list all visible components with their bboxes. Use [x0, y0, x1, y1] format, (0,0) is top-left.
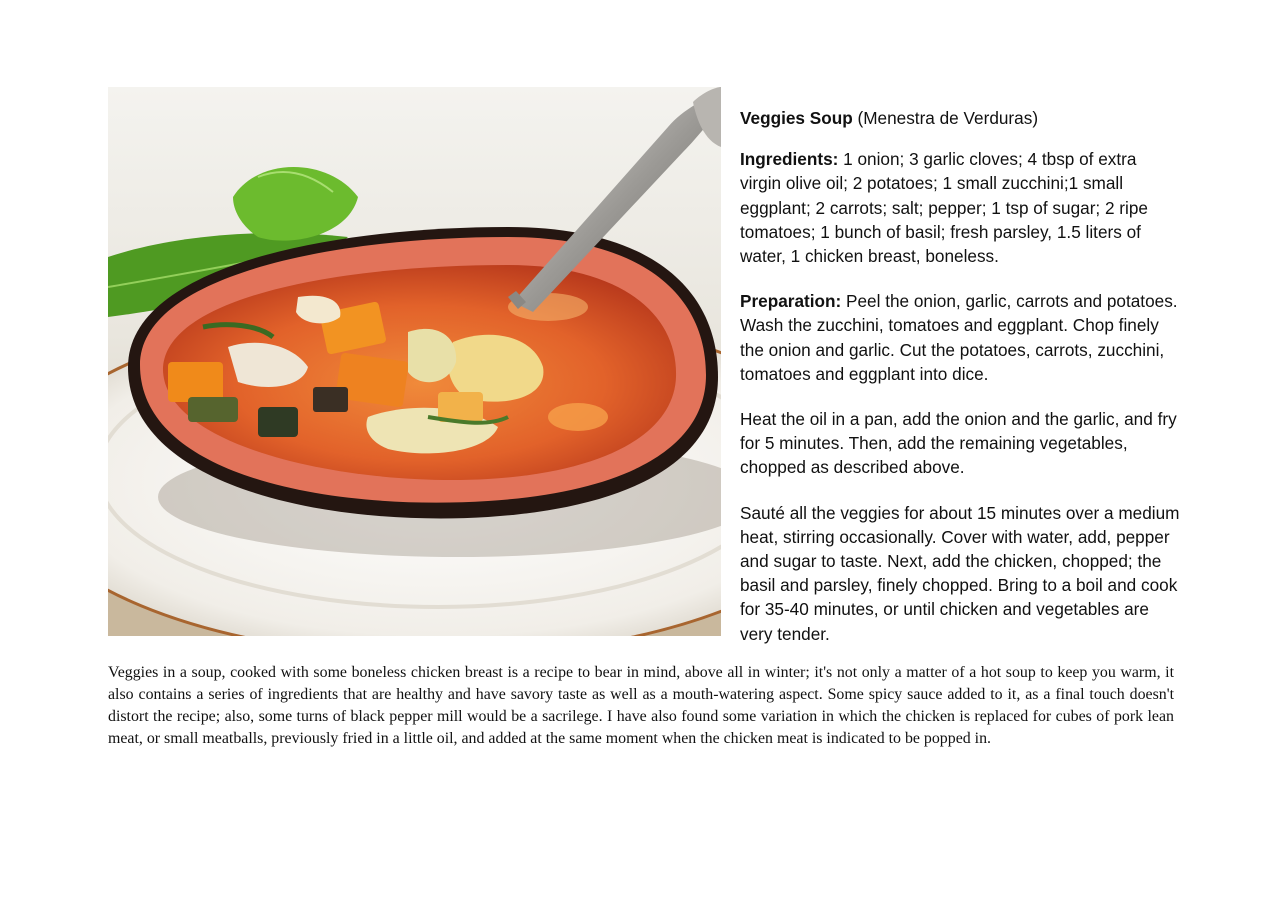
recipe-subtitle: (Menestra de Verduras) [857, 108, 1039, 128]
preparation-step-3: Sauté all the veggies for about 15 minutes over a medium heat, stirring occasionally. Cover with water, add, pepper and sugar to taste. Next, add the chicken, chopped; the basil and parsley, finely chopped. Bring to a boil and cook for 35-40 minutes, or until chicken and vegetables are very tender. [740, 502, 1180, 644]
preparation-text: Peel the onion, garlic, carrots and potatoes. Wash the zucchini, tomatoes and eggplant. Chop finely the onion and garlic. Cut the potatoes, carrots, zucchini, tomatoes and eggplant into dice. [740, 291, 1178, 384]
ingredients-paragraph [740, 147, 1180, 268]
ingredients-text: 1 onion; 3 garlic cloves; 4 tbsp of extra virgin olive oil; 2 potatoes; 1 small zucchini;1 small eggplant; 2 carrots; salt; pepper; 1 tsp of sugar; 2 ripe tomatoes; 1 bunch of basil; fresh parsley, 1.5 liters of water, 1 chicken breast, boneless. [740, 149, 1148, 267]
ingredients-label: Ingredients: [740, 149, 839, 170]
recipe-text [740, 106, 1180, 667]
preparation-label: Preparation: [740, 291, 842, 312]
recipe-title-line [740, 106, 1180, 130]
preparation-step-2: Heat the oil in a pan, add the onion and the garlic, and fry for 5 minutes. Then, add the remaining vegetables, chopped as described above. [740, 409, 1177, 478]
preparation-paragraph [740, 289, 1180, 386]
recipe-title: Veggies Soup [740, 108, 853, 128]
caption-paragraph: Veggies in a soup, cooked with some boneless chicken breast is a recipe to bear in mind, above all in winter; it's not only a matter of a hot soup to keep you warm, it also contains a series of ingredients that are healthy and have savory taste as well as a mouth-watering aspect. Some spicy sauce added to it, as a final touch doesn't distort the recipe; also, some turns of black pepper mill would be a sacrilege. I have also found some variation in which the chicken is replaced for cubes of pork lean meat, or small meatballs, previously fried in a little oil, and added at the same moment when the chicken meat is indicated to be popped in. [108, 664, 1174, 747]
soup-photo [108, 87, 721, 636]
